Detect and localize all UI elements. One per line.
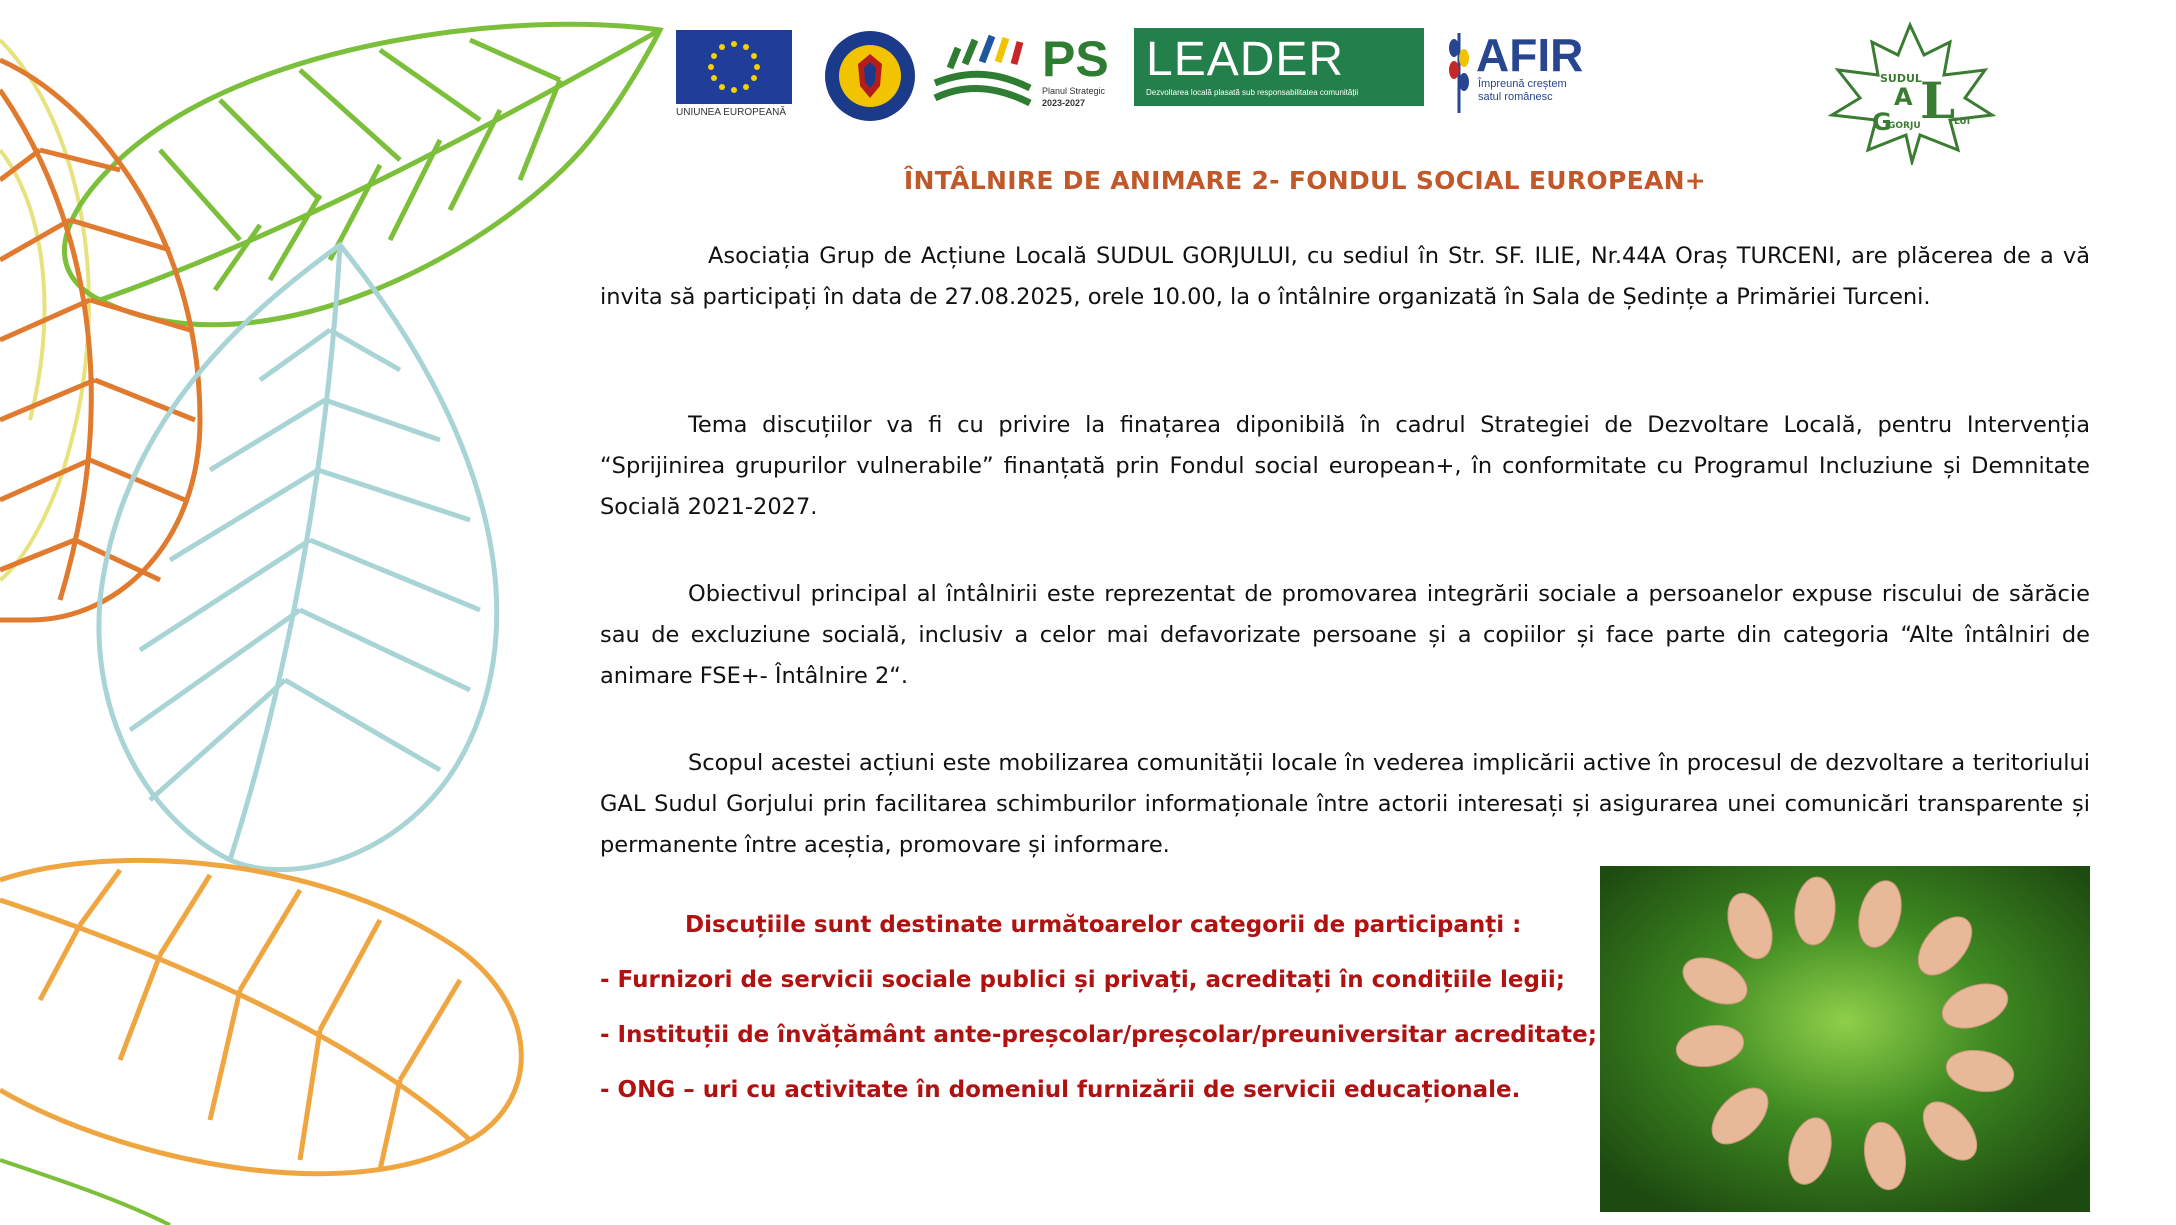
blue-leaf xyxy=(99,245,497,870)
afir-subtitle-line2: satul românesc xyxy=(1478,91,1553,103)
afir-subtitle-line1: Împreună creștem xyxy=(1478,78,1567,90)
green-leaf-bottom xyxy=(0,1160,170,1225)
participants-intro: Discuțiile sunt destinate următoarelor categorii de participanți : xyxy=(685,912,1522,938)
hands-on-grass-photo xyxy=(1600,866,2090,1212)
paragraph-topic xyxy=(600,405,2090,528)
yellow-leaf xyxy=(0,40,89,580)
ps-subtitle: Planul Strategic xyxy=(1042,86,1106,96)
leader-logo xyxy=(1134,28,1424,106)
page-title: ÎNTÂLNIRE DE ANIMARE 2- FONDUL SOCIAL EUROPEAN+ xyxy=(903,166,1707,195)
leader-title: LEADER xyxy=(1146,33,1345,86)
romania-coat-of-arms-icon xyxy=(822,28,918,124)
green-leaf xyxy=(64,24,660,325)
paragraph-purpose xyxy=(600,743,2090,866)
gal-sudul-text: SUDUL xyxy=(1880,72,1922,85)
eu-caption: UNIUNEA EUROPEANĂ xyxy=(676,107,787,118)
gal-a-letter: A xyxy=(1894,83,1913,111)
afir-logo xyxy=(1444,28,1584,118)
paragraph-objective xyxy=(600,574,2090,697)
gal-gorju-text: GORJU xyxy=(1888,121,1921,131)
afir-title: AFIR xyxy=(1476,29,1584,81)
gal-lui-text: LUI xyxy=(1954,117,1971,127)
gal-sudul-gorjului-logo xyxy=(1820,20,2000,165)
maple-leaf-icon xyxy=(1820,20,2000,165)
ps-title: PS xyxy=(1042,31,1109,87)
paragraph-invitation xyxy=(600,236,2090,318)
ps-years: 2023-2027 xyxy=(1042,98,1086,108)
leader-subtitle: Dezvoltarea locală plasată sub responsabilitatea comunității xyxy=(1146,88,1359,97)
eu-logo xyxy=(676,30,792,118)
decorative-leaves xyxy=(0,0,680,1225)
wheat-icon xyxy=(1444,28,1474,118)
government-logo xyxy=(822,28,918,124)
ps-logo xyxy=(930,28,1120,118)
paragraph-objective-text: Obiectivul principal al întâlnirii este reprezentat de promovarea integrării sociale a persoanelor expuse riscului de sărăcie sau de excluziune socială, inclusiv a celor mai defavorizate persoane și a copiilor și face parte din categoria “Alte întâlniri de animare FSE+- Întâlnire 2“. xyxy=(600,581,2090,689)
gal-g-letter: G xyxy=(1872,108,1892,136)
paragraph-topic-text: Tema discuțiilor va fi cu privire la finațarea diponibilă în cadrul Strategiei de Dezvoltare Locală, pentru Intervenția “Sprijinirea grupurilor vulnerabile” finanțată prin Fondul social european+, în conformitate cu Programul Incluziune și Demnitate Socială 2021-2027. xyxy=(600,412,2090,520)
participant-item: - ONG – uri cu activitate în domeniul furnizării de servicii educaționale. xyxy=(600,1077,1521,1103)
gal-l-letter: L xyxy=(1920,71,1956,130)
light-orange-leaf xyxy=(0,860,521,1173)
participant-item: - Instituții de învățământ ante-preșcolar/preșcolar/preuniversitar acreditate; xyxy=(600,1022,1597,1048)
participant-item: - Furnizori de servicii sociale publici și privați, acreditați în condițiile legii; xyxy=(600,967,1565,993)
paragraph-invitation-text: Asociația Grup de Acțiune Locală SUDUL GORJULUI, cu sediul în Str. SF. ILIE, Nr.44A Oraș TURCENI, are plăcerea de a vă invita să participați în data de 27.08.2025, orele 10.00, la o întâlnire organizată în Sala de Ședințe a Primăriei Turceni. xyxy=(600,243,2090,310)
ps-stripes-icon xyxy=(930,28,1040,118)
paragraph-purpose-text: Scopul acestei acțiuni este mobilizarea comunității locale în vederea implicării active în procesul de dezvoltare a teritoriului GAL Sudul Gorjului prin facilitarea schimburilor informaționale între actorii interesați și asigurarea unei comunicări transparente și permanente între aceștia, promovare și informare. xyxy=(600,750,2090,858)
eu-flag-icon xyxy=(676,30,792,104)
orange-leaf xyxy=(0,60,200,620)
